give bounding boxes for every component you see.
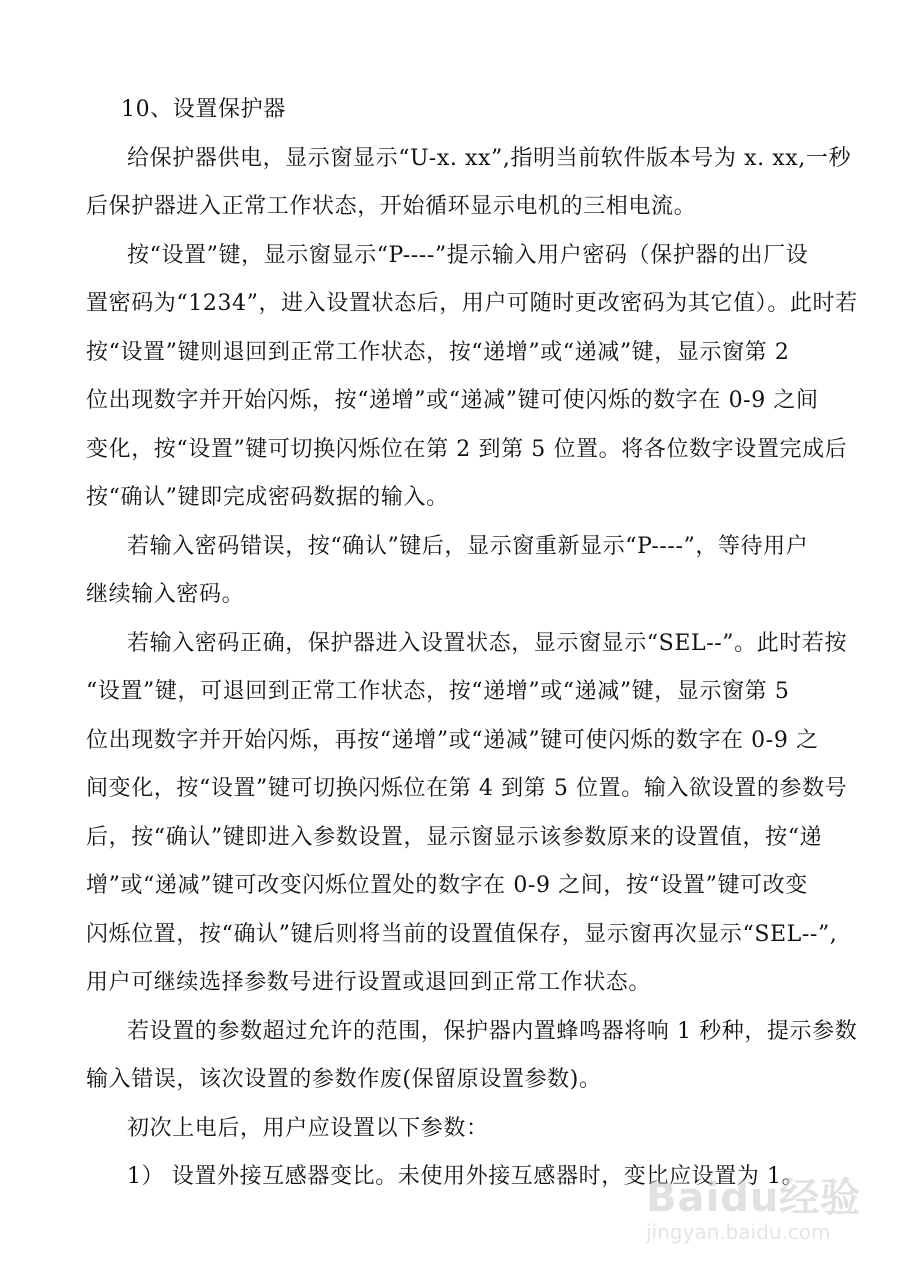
paragraph-line: 初次上电后，用户应设置以下参数： bbox=[127, 1116, 489, 1141]
paragraph-line: 变化，按“设置”键可切换闪烁位在第 2 到第 5 位置。将各位数字设置完成后 bbox=[86, 437, 848, 462]
paragraph-line: 给保护器供电，显示窗显示“U-x. xx”,指明当前软件版本号为 x. xx,一秒 bbox=[127, 146, 852, 171]
paragraph-line: “设置”键，可退回到正常工作状态，按“递增”或“递减”键，显示窗第 5 bbox=[86, 679, 790, 704]
paragraph-line: 闪烁位置，按“确认”键后则将当前的设置值保存，显示窗再次显示“SEL--”, bbox=[86, 922, 838, 947]
paragraph-line: 若设置的参数超过允许的范围，保护器内置蜂鸣器将响 1 秒种，提示参数 bbox=[127, 1019, 858, 1044]
watermark-url: jingyan.baidu.com bbox=[646, 1220, 831, 1244]
list-item: 1） 设置外接互感器变比。未使用外接互感器时，变比应设置为 1。 bbox=[127, 1164, 805, 1189]
paragraph-line: 位出现数字并开始闪烁，再按“递增”或“递减”键可使闪烁的数字在 0-9 之 bbox=[86, 728, 819, 753]
paragraph-line: 增”或“递减”键可改变闪烁位置处的数字在 0-9 之间，按“设置”键可改变 bbox=[86, 873, 808, 898]
paragraph-line: 后，按“确认”键即进入参数设置，显示窗显示该参数原来的设置值，按“递 bbox=[86, 825, 823, 850]
paragraph-line: 后保护器进入正常工作状态，开始循环显示电机的三相电流。 bbox=[86, 194, 697, 219]
paragraph-line: 输入错误，该次设置的参数作废(保留原设置参数)。 bbox=[86, 1067, 602, 1092]
paragraph-line: 若输入密码正确，保护器进入设置状态，显示窗显示“SEL--”。此时若按 bbox=[127, 631, 848, 656]
paragraph-line: 按“设置”键，显示窗显示“P----”提示输入用户密码（保护器的出厂设 bbox=[127, 243, 809, 268]
paragraph-line: 间变化，按“设置”键可切换闪烁位在第 4 到第 5 位置。输入欲设置的参数号 bbox=[86, 776, 848, 801]
paragraph-line: 置密码为“1234”，进入设置状态后，用户可随时更改密码为其它值）。此时若 bbox=[86, 291, 858, 316]
paragraph-line: 继续输入密码。 bbox=[86, 582, 245, 607]
baidu-jingyan-watermark bbox=[636, 1150, 866, 1260]
paragraph-line: 位出现数字并开始闪烁，按“递增”或“递减”键可使闪烁的数字在 0-9 之间 bbox=[86, 388, 819, 413]
paragraph-line: 按“确认”键即完成密码数据的输入。 bbox=[86, 485, 449, 510]
section-heading: 10、设置保护器 bbox=[121, 97, 286, 122]
paragraph-line: 按“设置”键则退回到正常工作状态，按“递增”或“递减”键，显示窗第 2 bbox=[86, 340, 790, 365]
watermark-logo: Baidu经验 bbox=[646, 1175, 862, 1221]
paragraph-line: 用户可继续选择参数号进行设置或退回到正常工作状态。 bbox=[86, 970, 652, 995]
paragraph-line: 若输入密码错误，按“确认”键后，显示窗重新显示“P----”，等待用户 bbox=[127, 534, 809, 559]
